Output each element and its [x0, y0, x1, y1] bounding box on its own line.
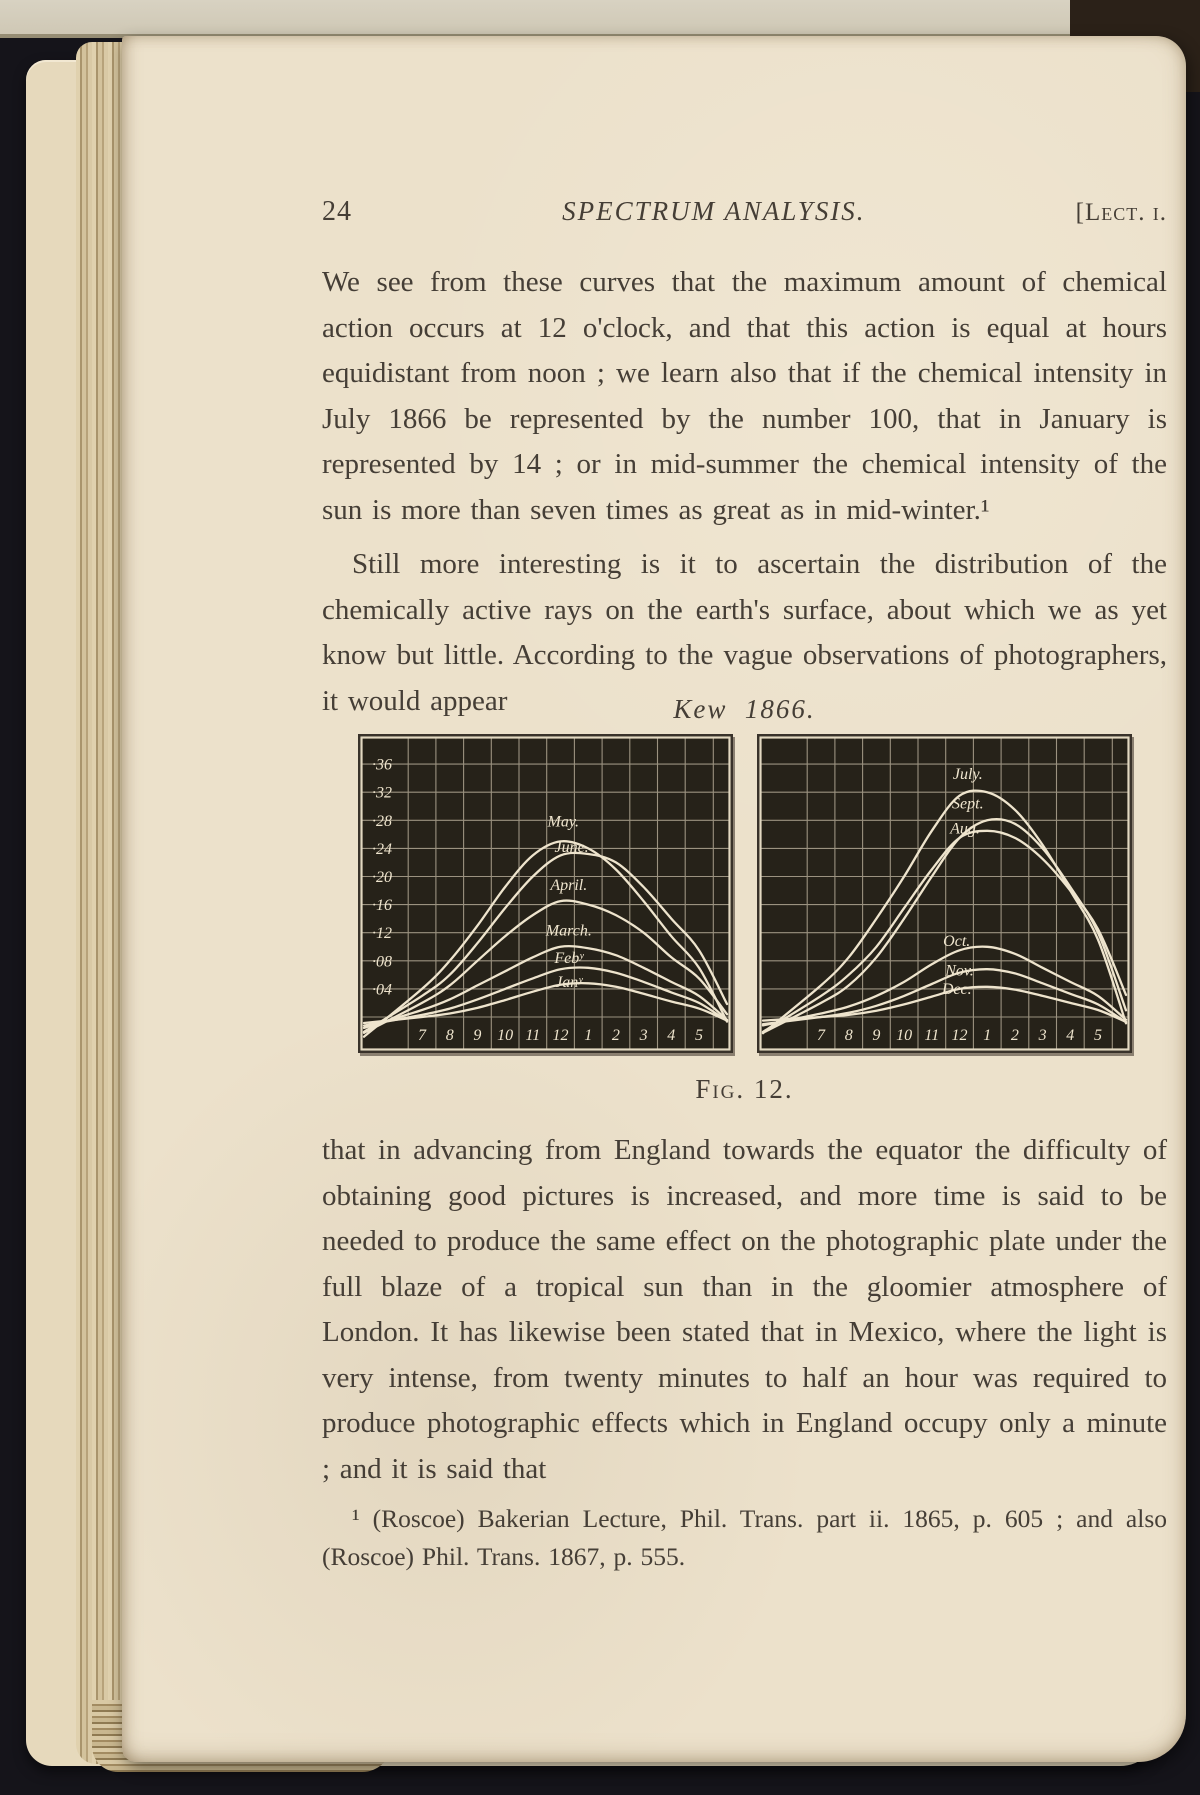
svg-text:·24: ·24	[371, 840, 392, 858]
svg-text:2: 2	[1010, 1027, 1019, 1044]
page-edges-left	[76, 42, 126, 1764]
svg-text:Sept.: Sept.	[951, 795, 984, 813]
running-header	[322, 196, 1167, 228]
chart-july-december-svg	[759, 736, 1130, 1051]
svg-text:12: 12	[951, 1027, 967, 1044]
svg-text:·08: ·08	[371, 953, 392, 971]
svg-text:5: 5	[1093, 1027, 1102, 1044]
svg-text:Febʸ: Febʸ	[553, 949, 583, 967]
svg-text:9: 9	[472, 1027, 481, 1044]
svg-text:12: 12	[552, 1027, 568, 1044]
charts-row	[322, 734, 1167, 1053]
paragraph-equator: that in advancing from England towards the equator the difficulty of obtaining good pictures is increased, and more time is said to be needed to produce the same effect on the photographic plate under the full blaze of a tropical sun than in the gloomier atmosphere of London. It has likewise been stated that in Mexico, where the light is very intense, from twenty minutes to half an hour was required to produce photographic effects which in England occupy only a minute ; and it is said that	[322, 1134, 1167, 1485]
book-page	[122, 36, 1186, 1762]
chart-january-june	[358, 734, 733, 1053]
svg-text:11: 11	[524, 1027, 540, 1044]
svg-text:10: 10	[895, 1027, 912, 1044]
svg-text:3: 3	[639, 1027, 648, 1044]
svg-text:·20: ·20	[371, 869, 392, 886]
svg-text:3: 3	[1038, 1027, 1047, 1044]
svg-text:2: 2	[611, 1027, 620, 1044]
svg-text:·12: ·12	[371, 925, 392, 943]
lecture-number: [Lect. i.	[1075, 199, 1167, 226]
figure-title: Kew 1866.	[673, 694, 816, 724]
chart-january-june-svg	[360, 736, 731, 1051]
svg-text:April.: April.	[549, 876, 587, 894]
svg-text:June.: June.	[553, 838, 589, 856]
svg-text:5: 5	[694, 1027, 703, 1044]
svg-text:1: 1	[982, 1027, 991, 1044]
paragraph-distribution: Still more interesting is it to ascertain the distribution of the chemically active rays on the earth's surface, about which we as yet know but little. According to the vague observations of photographers, it would appear	[322, 548, 1167, 717]
svg-text:11: 11	[923, 1027, 939, 1044]
svg-text:4: 4	[666, 1027, 675, 1044]
svg-text:·28: ·28	[371, 812, 392, 830]
figure-caption: Fig. 12.	[695, 1074, 794, 1104]
svg-text:Aug.: Aug.	[949, 820, 980, 838]
svg-text:7: 7	[417, 1027, 426, 1044]
svg-text:10: 10	[496, 1027, 513, 1044]
svg-text:8: 8	[844, 1027, 853, 1044]
svg-text:March.: March.	[545, 922, 592, 940]
svg-text:July.: July.	[952, 765, 983, 783]
footnote-roscoe: ¹ (Roscoe) Bakerian Lecture, Phil. Trans. part ii. 1865, p. 605 ; and also (Roscoe) Phil. Trans. 1867, p. 555.	[322, 1504, 1167, 1571]
svg-text:Dec.: Dec.	[941, 980, 972, 998]
svg-text:Oct.: Oct.	[942, 933, 970, 951]
svg-text:May.: May.	[546, 813, 579, 831]
svg-text:7: 7	[816, 1027, 825, 1044]
svg-text:1: 1	[583, 1027, 592, 1044]
chart-july-december	[757, 734, 1132, 1053]
svg-text:Nov.: Nov.	[944, 962, 974, 980]
svg-text:·16: ·16	[371, 897, 392, 915]
svg-text:4: 4	[1065, 1027, 1074, 1044]
svg-text:8: 8	[445, 1027, 454, 1044]
figure-12	[322, 694, 1167, 1105]
svg-text:Janʸ: Janʸ	[554, 973, 582, 991]
running-title: SPECTRUM ANALYSIS.	[562, 196, 866, 226]
background-shelf-edge	[0, 0, 1200, 38]
svg-text:·32: ·32	[371, 784, 392, 802]
svg-text:9: 9	[871, 1027, 880, 1044]
page-number: 24	[322, 196, 352, 227]
svg-text:·36: ·36	[371, 756, 392, 774]
paragraph-chemical-action: We see from these curves that the maximum amount of chemical action occurs at 12 o'clock, and that this action is equal at hours equidistant from noon ; we learn also that if the chemical intensity in July 1866 be represented by the number 100, that in January is represented by 14 ; or in mid-summer the chemical intensity of the sun is more than seven times as great as in mid-winter.¹	[322, 266, 1167, 526]
svg-text:·04: ·04	[371, 981, 392, 999]
